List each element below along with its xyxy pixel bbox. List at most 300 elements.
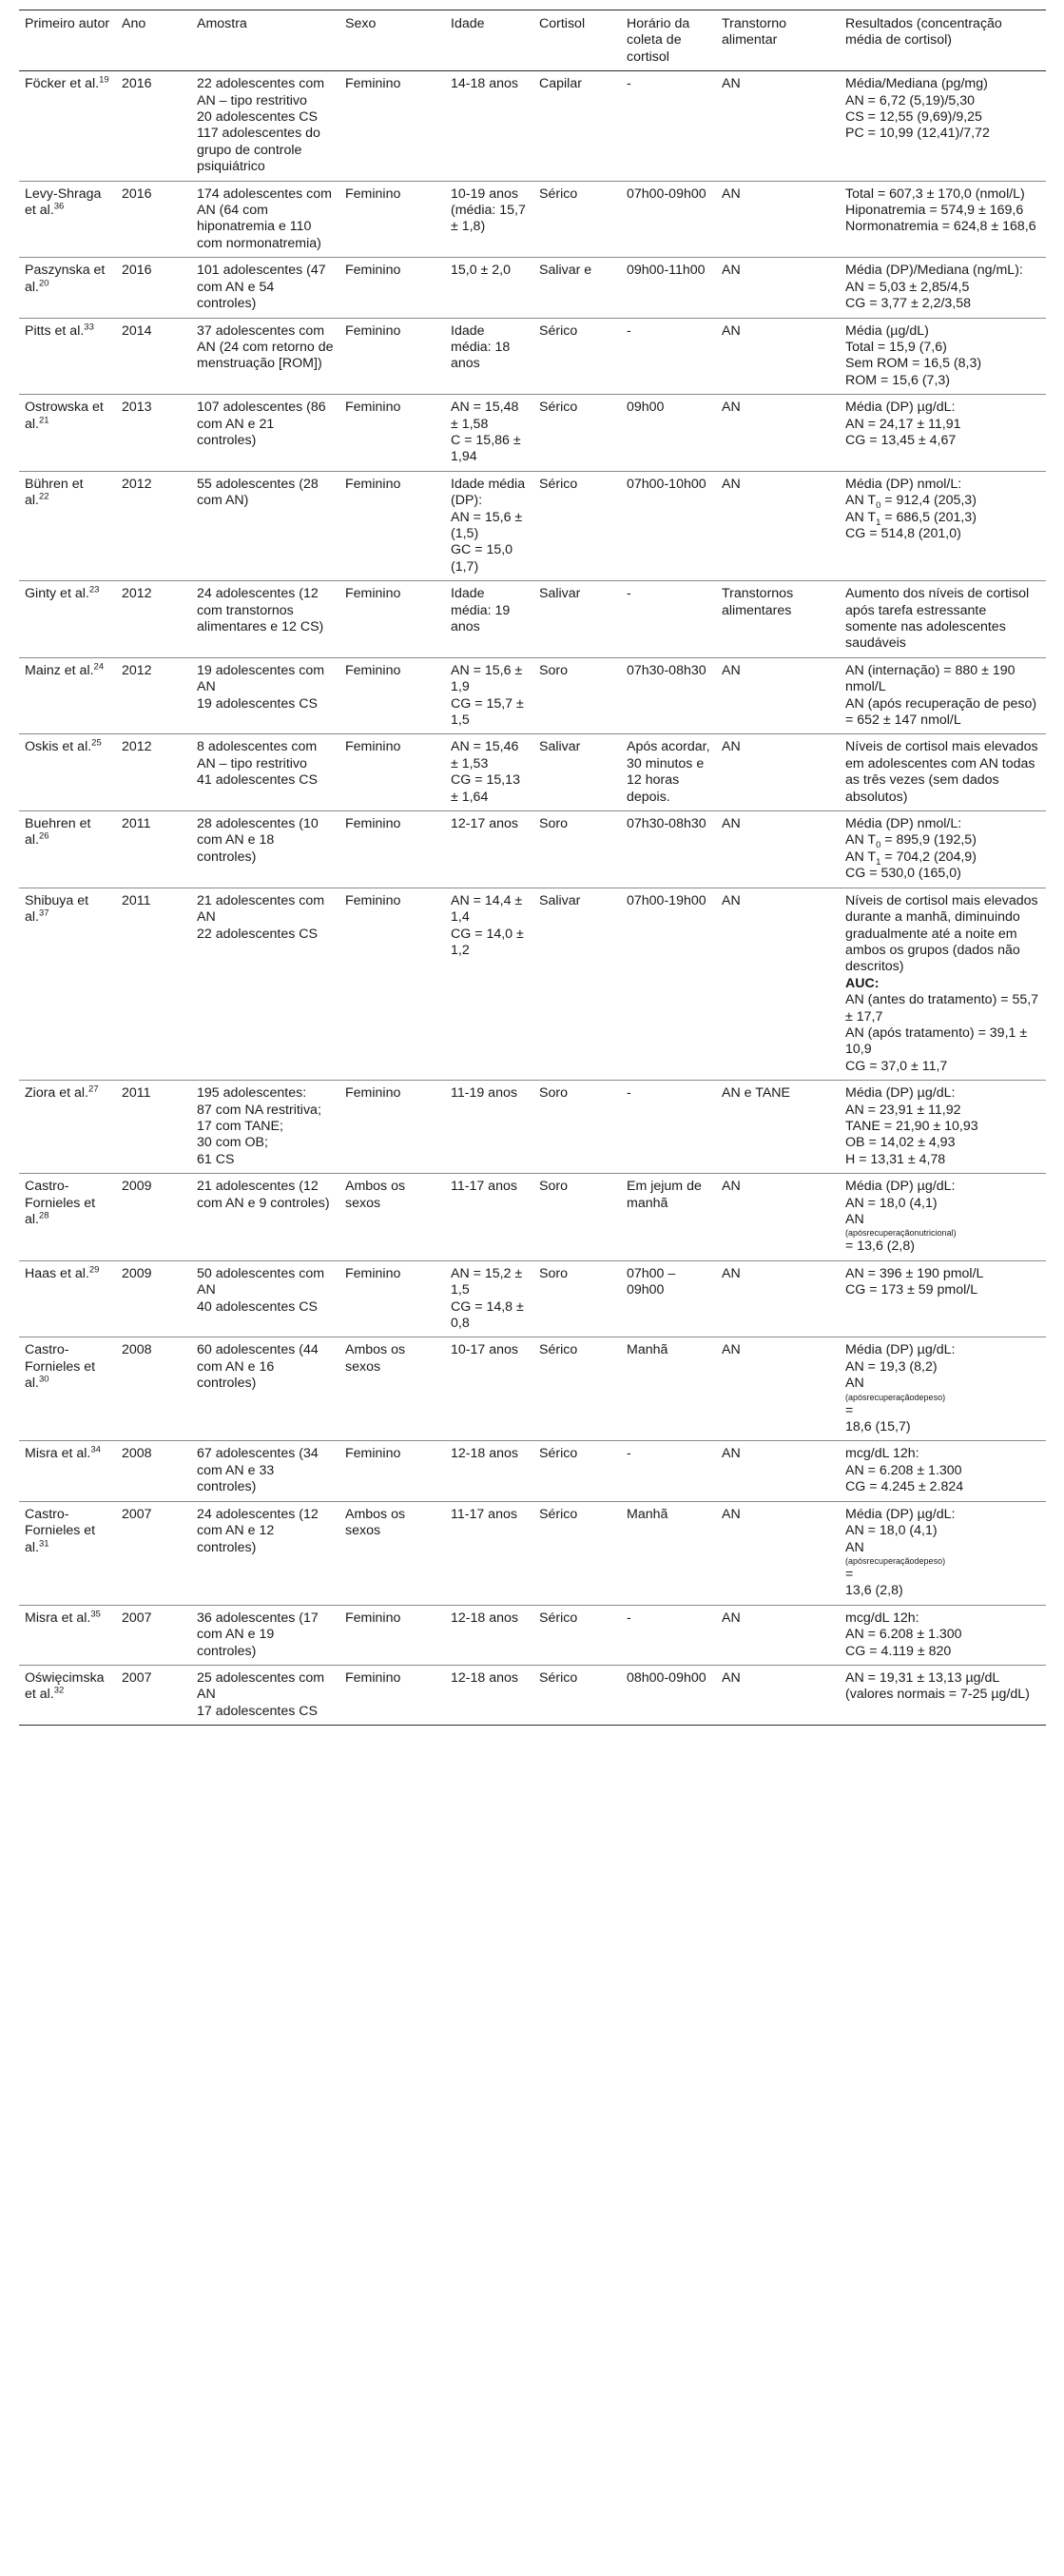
cell-line: 22 adolescentes CS (197, 926, 318, 942)
cortisol-cell: Sérico (533, 395, 621, 472)
cell-line: AN = 5,03 ± 2,85/4,5 (845, 279, 970, 295)
age-cell (445, 1665, 533, 1725)
cell-line: AN = 15,6 ± (1,5) (451, 509, 523, 541)
collection-time-cell (621, 1665, 716, 1725)
cell-line: AN = 15,6 ± 1,9 (451, 662, 523, 695)
cell-line: Idade média: 19 anos (451, 586, 511, 634)
collection-time-cell (621, 1260, 716, 1337)
year-cell: 2011 (116, 888, 191, 1080)
year-cell: 2007 (116, 1605, 191, 1665)
cell-line: CG = 530,0 (165,0) (845, 866, 961, 882)
year-cell: 2008 (116, 1441, 191, 1501)
author-cell (19, 1441, 116, 1501)
cell-line: 07h30-08h30 (627, 662, 706, 678)
cell-line: (valores normais = 7-25 µg/dL) (845, 1687, 1030, 1703)
cortisol-cell: Soro (533, 1260, 621, 1337)
cell-line: 07h00-10h00 (627, 476, 706, 492)
cortisol-cell: Sérico (533, 1337, 621, 1441)
column-header: Cortisol (533, 10, 621, 71)
author-cell (19, 581, 116, 658)
cell-line: 40 adolescentes CS (197, 1298, 318, 1315)
results-cell (840, 318, 1046, 395)
sex-cell: Ambos os sexos (339, 1174, 445, 1261)
age-cell (445, 1174, 533, 1261)
age-cell (445, 1337, 533, 1441)
cell-line: AN $T_0 = 912,4$ (205,3) (845, 493, 977, 511)
table-row (19, 734, 1046, 811)
eating-disorder-cell: AN (716, 471, 840, 580)
collection-time-cell (621, 1337, 716, 1441)
reference-number: 34 (90, 1444, 101, 1455)
cell-line: Total = 15,9 (7,6) (845, 339, 947, 355)
cell-line: Média (DP) µg/dL: (845, 1342, 956, 1358)
reference-number: 27 (88, 1083, 99, 1095)
author-name: Castro-Fornieles et al. (25, 1342, 96, 1392)
results-cell (840, 1081, 1046, 1174)
age-cell (445, 318, 533, 395)
cell-line: AN = 23,91 ± 11,92 (845, 1102, 961, 1118)
eating-disorder-cell: AN (716, 1501, 840, 1605)
cell-line: = 13,6 (2,8) (845, 1239, 915, 1255)
cell-line: - (627, 586, 631, 602)
cell-line: Média (DP)/Mediana (ng/mL): (845, 263, 1023, 279)
sex-cell: Ambos os sexos (339, 1337, 445, 1441)
sample-cell (191, 811, 339, 888)
sample-cell (191, 471, 339, 580)
eating-disorder-cell: AN (716, 1441, 840, 1501)
cell-line: 09h00-11h00 (627, 263, 706, 279)
sex-cell: Feminino (339, 657, 445, 734)
author-name: Castro-Fornieles et al. (25, 1506, 96, 1555)
author-cell (19, 71, 116, 181)
cell-line: 10-19 anos (média: 15,7 ± 1,8) (451, 185, 526, 235)
cell-line: 60 adolescentes (44 com AN e 16 controles) (197, 1342, 319, 1392)
reference-number: 20 (38, 277, 49, 288)
table-row (19, 1665, 1046, 1725)
sample-cell (191, 734, 339, 811)
sample-cell (191, 1260, 339, 1337)
eating-disorder-cell: AN (716, 1665, 840, 1725)
table-row (19, 181, 1046, 258)
collection-time-cell (621, 1174, 716, 1261)
cell-line: 8 adolescentes com AN – tipo restritivo (197, 739, 318, 771)
sex-cell: Feminino (339, 1441, 445, 1501)
age-cell (445, 1501, 533, 1605)
author-cell (19, 734, 116, 811)
cell-line: AN = 24,17 ± 11,91 (845, 416, 961, 432)
eating-disorder-cell: AN (716, 258, 840, 318)
age-cell (445, 71, 533, 181)
cell-line: CG = 37,0 ± 11,7 (845, 1058, 948, 1074)
cell-line: Média/Mediana (pg/mg) (845, 76, 988, 92)
author-name: Föcker et al. (25, 76, 100, 92)
cell-line: CG = 14,8 ± 0,8 (451, 1298, 524, 1332)
author-cell (19, 471, 116, 580)
cell-line: AN = 396 ± 190 pmol/L (845, 1265, 984, 1281)
reference-number: 35 (90, 1608, 101, 1619)
author-name: Bühren et al. (25, 476, 84, 509)
sample-cell (191, 1501, 339, 1605)
author-cell (19, 1260, 116, 1337)
cortisol-cell: Soro (533, 657, 621, 734)
cortisol-cell: Sérico (533, 1605, 621, 1665)
cortisol-cell: Soro (533, 1174, 621, 1261)
author-cell (19, 318, 116, 395)
collection-time-cell (621, 71, 716, 181)
author-name: Shibuya et al. (25, 892, 89, 926)
eating-disorder-cell: AN (716, 318, 840, 395)
eating-disorder-cell: AN (716, 657, 840, 734)
sample-cell (191, 581, 339, 658)
cell-line: 07h30-08h30 (627, 816, 706, 832)
collection-time-cell (621, 1441, 716, 1501)
cell-line: AN (antes do tratamento) = 55,7 ± 17,7 (845, 992, 1039, 1025)
cell-line: Idade média: 18 anos (451, 322, 511, 372)
cell-line: 36 adolescentes (17 com AN e 19 controles) (197, 1610, 319, 1659)
cell-line: AUC: (845, 975, 880, 991)
cell-line: AN (internação) = 880 ± 190 nmol/L (845, 662, 1016, 695)
collection-time-cell (621, 581, 716, 658)
cell-line: 55 adolescentes (28 com AN) (197, 476, 319, 509)
cell-line: Média (DP) µg/dL: (845, 1085, 956, 1102)
author-name: Paszynska et al. (25, 263, 106, 295)
cell-line: AN = 19,3 (8,2) (845, 1358, 938, 1375)
cell-line: 21 adolescentes (12 com AN e 9 controles) (197, 1179, 330, 1211)
cell-line: 24 adolescentes (12 com AN e 12 controles) (197, 1506, 319, 1555)
author-cell (19, 1337, 116, 1441)
sample-cell (191, 1665, 339, 1725)
results-cell (840, 1174, 1046, 1261)
reference-number: 29 (88, 1264, 100, 1276)
author-name: Ginty et al. (25, 586, 89, 602)
reference-number: 36 (53, 201, 65, 212)
cell-line: Total = 607,3 ± 170,0 (nmol/L) (845, 185, 1025, 202)
cell-line: Manhã (627, 1342, 668, 1358)
age-cell (445, 888, 533, 1080)
cell-line: Aumento dos níveis de cortisol após tarefa estressante somente nas adolescentes saudáveis (845, 586, 1030, 652)
results-cell (840, 657, 1046, 734)
cell-line: 19 adolescentes com AN (197, 662, 325, 695)
eating-disorder-cell: AN (716, 71, 840, 181)
sample-cell (191, 1174, 339, 1261)
author-cell (19, 395, 116, 472)
year-cell: 2016 (116, 258, 191, 318)
cell-line: - (627, 1446, 631, 1462)
author-cell (19, 1501, 116, 1605)
cell-line: mcg/dL 12h: (845, 1610, 919, 1626)
eating-disorder-cell: AN (716, 395, 840, 472)
cell-line: 25 adolescentes com AN (197, 1669, 325, 1703)
reference-number: 32 (53, 1685, 65, 1696)
cell-line: CG = 15,13 ± 1,64 (451, 772, 520, 805)
results-cell (840, 1441, 1046, 1501)
cell-line: 28 adolescentes (10 com AN e 18 controles) (197, 816, 319, 865)
cell-line: Média (DP) nmol/L: (845, 816, 962, 832)
year-cell: 2013 (116, 395, 191, 472)
cortisol-studies-table (19, 10, 1046, 1726)
cell-line: CG = 4.245 ± 2.824 (845, 1479, 964, 1495)
column-header: Sexo (339, 10, 445, 71)
collection-time-cell (621, 258, 716, 318)
cortisol-cell: Sérico (533, 1665, 621, 1725)
table-row (19, 888, 1046, 1080)
cell-line: H = 13,31 ± 4,78 (845, 1151, 946, 1167)
author-name: Misra et al. (25, 1610, 91, 1626)
year-cell: 2008 (116, 1337, 191, 1441)
cortisol-cell: Soro (533, 1081, 621, 1174)
cortisol-cell: Sérico (533, 471, 621, 580)
cell-line: mcg/dL 12h: (845, 1446, 919, 1462)
cell-line: AN $T_1 = 704,2$ (204,9) (845, 849, 977, 868)
author-name: Levy-Shraga et al. (25, 185, 102, 219)
cell-line: CG = 173 ± 59 pmol/L (845, 1282, 978, 1298)
results-cell (840, 471, 1046, 580)
collection-time-cell (621, 811, 716, 888)
cell-line: 17 adolescentes CS (197, 1703, 318, 1719)
age-cell (445, 181, 533, 258)
cortisol-cell: Sérico (533, 1501, 621, 1605)
age-cell (445, 1441, 533, 1501)
sex-cell: Feminino (339, 888, 445, 1080)
author-cell (19, 1081, 116, 1174)
cell-line: AN = 6,72 (5,19)/5,30 (845, 92, 976, 108)
eating-disorder-cell: AN e TANE (716, 1081, 840, 1174)
collection-time-cell (621, 318, 716, 395)
column-header: Transtorno alimentar (716, 10, 840, 71)
results-cell (840, 1605, 1046, 1665)
cell-line: - (627, 76, 631, 92)
cell-line: 21 adolescentes com AN (197, 892, 325, 926)
cell-line: AN = 15,2 ± 1,5 (451, 1265, 523, 1298)
author-name: Mainz et al. (25, 662, 94, 678)
cell-line: 11-17 anos (451, 1506, 517, 1522)
year-cell: 2016 (116, 71, 191, 181)
sex-cell: Feminino (339, 1605, 445, 1665)
year-cell: 2012 (116, 471, 191, 580)
cell-line: CG = 15,7 ± 1,5 (451, 695, 524, 729)
year-cell: 2009 (116, 1174, 191, 1261)
cell-line: AN = 6.208 ± 1.300 (845, 1627, 962, 1643)
cell-line: C = 15,86 ± 1,94 (451, 432, 521, 465)
cell-line: 20 adolescentes CS (197, 109, 318, 126)
cell-line: AN $T_1 = 686,5$ (201,3) (845, 509, 977, 528)
cell-line: 87 com NA restritiva; (197, 1102, 321, 1118)
reference-number: 28 (38, 1210, 49, 1221)
cell-line: 17 com TANE; (197, 1118, 283, 1134)
table-row (19, 71, 1046, 181)
sex-cell: Feminino (339, 395, 445, 472)
eating-disorder-cell: AN (716, 811, 840, 888)
sample-cell (191, 888, 339, 1080)
cell-line: Níveis de cortisol mais elevados em adolescentes com AN todas as três vezes (sem dados absolutos) (845, 739, 1038, 805)
author-cell (19, 657, 116, 734)
age-cell (445, 1605, 533, 1665)
age-cell (445, 1081, 533, 1174)
cell-line: AN = 18,0 (4,1) (845, 1523, 938, 1539)
cell-line: Média (DP) µg/dL: (845, 1179, 956, 1195)
results-cell (840, 395, 1046, 472)
cell-line: 50 adolescentes com AN (197, 1265, 325, 1298)
column-header: Idade (445, 10, 533, 71)
reference-number: 25 (91, 737, 102, 749)
eating-disorder-cell: AN (716, 181, 840, 258)
cell-line: CG = 514,8 (201,0) (845, 525, 961, 541)
age-cell (445, 657, 533, 734)
reference-number: 31 (38, 1537, 49, 1549)
reference-number: 22 (38, 491, 49, 502)
sample-cell (191, 71, 339, 181)
cell-line: Após acordar, 30 minutos e 12 horas depois. (627, 739, 710, 805)
cell-line: 30 com OB; (197, 1135, 268, 1151)
cell-line: AN = 15,48 ± 1,58 (451, 400, 519, 432)
column-header: Amostra (191, 10, 339, 71)
eating-disorder-cell: AN (716, 1174, 840, 1261)
cell-line: (apósrecuperaçãonutricional) (845, 1228, 957, 1239)
cell-line: 13,6 (2,8) (845, 1583, 903, 1599)
cell-line: Hiponatremia = 574,9 ± 169,6 (845, 203, 1024, 219)
sample-cell (191, 1441, 339, 1501)
cell-line: CG = 14,0 ± 1,2 (451, 926, 524, 958)
cell-line: 11-17 anos (451, 1179, 517, 1195)
age-cell (445, 395, 533, 472)
cell-line: 61 CS (197, 1151, 235, 1167)
cell-line: GC = 15,0 (1,7) (451, 542, 513, 575)
sex-cell: Feminino (339, 181, 445, 258)
cell-line: Manhã (627, 1506, 668, 1522)
cell-line: 19 adolescentes CS (197, 695, 318, 712)
cell-line: 14-18 anos (451, 76, 518, 92)
cell-line: 117 adolescentes do grupo de controle psiquiátrico (197, 126, 320, 175)
age-cell (445, 734, 533, 811)
table-row (19, 811, 1046, 888)
eating-disorder-cell: AN (716, 1260, 840, 1337)
cell-line: = (845, 1566, 854, 1582)
year-cell: 2014 (116, 318, 191, 395)
sex-cell: Feminino (339, 811, 445, 888)
cell-line: 09h00 (627, 400, 665, 416)
results-cell (840, 1337, 1046, 1441)
cell-line: 10-17 anos (451, 1342, 518, 1358)
table-row (19, 318, 1046, 395)
cell-line: TANE = 21,90 ± 10,93 (845, 1118, 978, 1134)
cell-line: AN (845, 1376, 864, 1392)
table-row (19, 581, 1046, 658)
cell-line: 12-18 anos (451, 1669, 518, 1686)
cortisol-cell: Salivar (533, 888, 621, 1080)
column-header: Ano (116, 10, 191, 71)
sex-cell: Feminino (339, 1081, 445, 1174)
cell-line: 12-18 anos (451, 1610, 518, 1626)
collection-time-cell (621, 1081, 716, 1174)
table-row (19, 657, 1046, 734)
eating-disorder-cell: AN (716, 888, 840, 1080)
author-cell (19, 181, 116, 258)
cell-line: 41 adolescentes CS (197, 772, 318, 789)
cell-line: 08h00-09h00 (627, 1669, 706, 1686)
sex-cell: Feminino (339, 1260, 445, 1337)
cell-line: CS = 12,55 (9,69)/9,25 (845, 109, 982, 126)
cell-line: CG = 3,77 ± 2,2/3,58 (845, 296, 972, 312)
cell-line: Em jejum de manhã (627, 1179, 702, 1211)
cell-line: CG = 4.119 ± 820 (845, 1643, 952, 1659)
year-cell: 2016 (116, 181, 191, 258)
year-cell: 2009 (116, 1260, 191, 1337)
cell-line: AN = 18,0 (4,1) (845, 1195, 938, 1211)
year-cell: 2011 (116, 1081, 191, 1174)
age-cell (445, 811, 533, 888)
eating-disorder-cell: AN (716, 1605, 840, 1665)
reference-number: 23 (88, 584, 100, 595)
cortisol-cell: Capilar (533, 71, 621, 181)
year-cell: 2012 (116, 581, 191, 658)
year-cell: 2007 (116, 1501, 191, 1605)
table-row (19, 1081, 1046, 1174)
cell-line: OB = 14,02 ± 4,93 (845, 1135, 956, 1151)
table-row (19, 1605, 1046, 1665)
cortisol-cell: Salivar (533, 581, 621, 658)
cell-line: Média (DP) µg/dL: (845, 1506, 956, 1522)
cell-line: AN = 6.208 ± 1.300 (845, 1462, 962, 1478)
cell-line: 15,0 ± 2,0 (451, 263, 512, 279)
cortisol-cell: Salivar e (533, 258, 621, 318)
results-cell (840, 71, 1046, 181)
column-header: Horário da coleta de cortisol (621, 10, 716, 71)
cell-line: AN = 19,31 ± 13,13 µg/dL (845, 1669, 1000, 1686)
table-row (19, 395, 1046, 472)
collection-time-cell (621, 734, 716, 811)
cortisol-cell: Sérico (533, 1441, 621, 1501)
cell-line: Média (µg/dL) (845, 322, 929, 339)
header-row (19, 10, 1046, 71)
cell-line: 18,6 (15,7) (845, 1419, 911, 1435)
sex-cell: Feminino (339, 734, 445, 811)
cell-line: AN = 15,46 ± 1,53 (451, 739, 519, 771)
year-cell: 2011 (116, 811, 191, 888)
cell-line: 07h00-19h00 (627, 892, 706, 908)
age-cell (445, 471, 533, 580)
cell-line: AN (após tratamento) = 39,1 ± 10,9 (845, 1025, 1028, 1058)
cell-line: PC = 10,99 (12,41)/7,72 (845, 126, 990, 142)
cell-line: 174 adolescentes com AN (64 com hiponatremia e 110 com normonatremia) (197, 185, 332, 251)
collection-time-cell (621, 657, 716, 734)
collection-time-cell (621, 471, 716, 580)
cell-line: 22 adolescentes com AN – tipo restritivo (197, 76, 325, 108)
age-cell (445, 258, 533, 318)
cell-line: Normonatremia = 624,8 ± 168,6 (845, 219, 1036, 235)
sample-cell (191, 181, 339, 258)
results-cell (840, 1260, 1046, 1337)
cell-line: (apósrecuperaçãodepeso) (845, 1392, 946, 1402)
cell-line: Média (DP) µg/dL: (845, 400, 956, 416)
cell-line: 101 adolescentes (47 com AN e 54 controles) (197, 263, 326, 312)
sex-cell: Feminino (339, 318, 445, 395)
column-header: Resultados (concentração média de cortisol) (840, 10, 1046, 71)
cell-line: 12-18 anos (451, 1446, 518, 1462)
cell-line: AN $T_0 = 895,9$ (192,5) (845, 832, 977, 851)
reference-number: 24 (93, 661, 105, 673)
column-header: Primeiro autor (19, 10, 116, 71)
cell-line: = (845, 1402, 854, 1418)
sex-cell: Feminino (339, 71, 445, 181)
eating-disorder-cell: AN (716, 734, 840, 811)
cortisol-cell: Sérico (533, 181, 621, 258)
cell-line: (apósrecuperaçãodepeso) (845, 1555, 946, 1566)
author-cell (19, 1665, 116, 1725)
author-cell (19, 1174, 116, 1261)
age-cell (445, 581, 533, 658)
cell-line: Níveis de cortisol mais elevados durante a manhã, diminuindo gradualmente até a noite em ambos os grupos (dados não descritos) (845, 892, 1038, 975)
sex-cell: Feminino (339, 1665, 445, 1725)
